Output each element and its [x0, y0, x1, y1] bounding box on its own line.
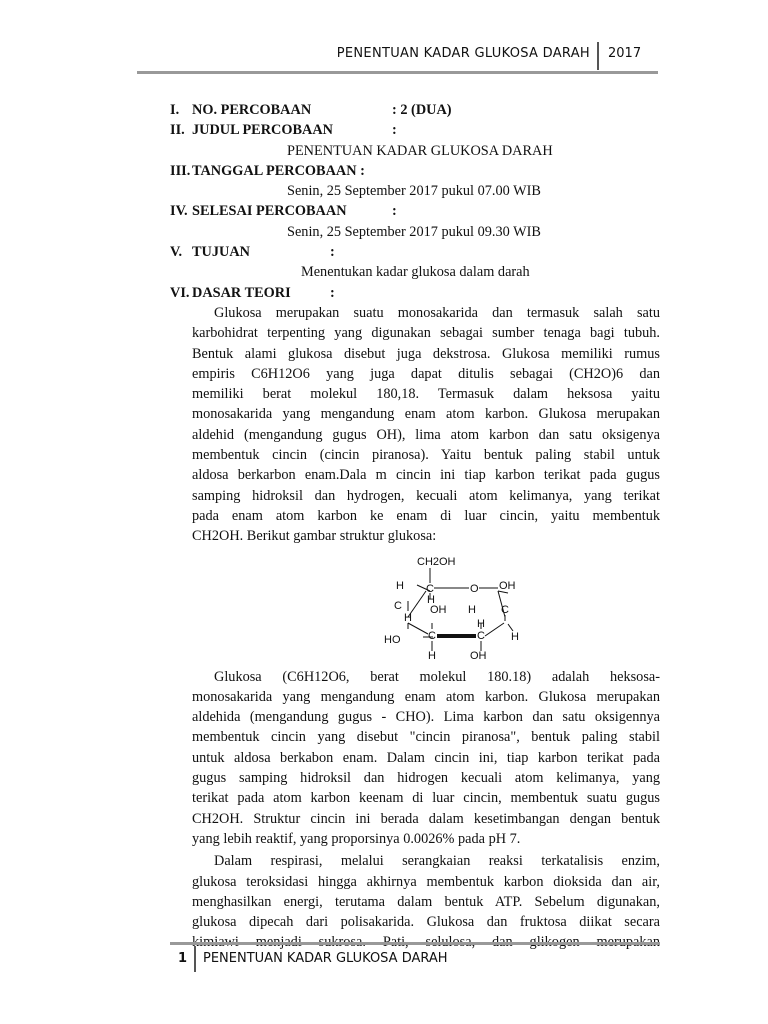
- footer-title: PENENTUAN KADAR GLUKOSA DARAH: [203, 951, 448, 966]
- oh-label: OH: [470, 649, 487, 661]
- page-footer: [170, 942, 660, 972]
- section-judul-percobaan: [170, 120, 660, 140]
- c-label: C: [477, 629, 485, 642]
- section-label: TANGGAL PERCOBAAN :: [192, 162, 365, 179]
- section-label: SELESAI PERCOBAAN: [192, 203, 347, 220]
- section-number: IV.: [170, 203, 188, 220]
- section-colon: :: [392, 122, 397, 139]
- text-line: yang lebih reaktif, yang proporsinya 0.0026% pada pH 7.: [192, 830, 521, 847]
- text-line: samping hidroksil dan hydrogen, kecuali atom kelimanya, yang terikat: [192, 487, 660, 504]
- ring-oxygen-label: O: [470, 582, 479, 595]
- section-dasar-teori: [170, 283, 660, 303]
- section-tanggal-percobaan: [170, 161, 660, 181]
- section-number: III.: [170, 162, 191, 179]
- text-line: CH2OH. Struktur cincin ini berada dalam kesetimbangan dengan bentuk: [192, 810, 660, 827]
- h-label: H: [477, 617, 485, 630]
- section-tujuan-value: Menentukan kadar glukosa dalam darah: [301, 264, 530, 281]
- section-tanggal-value: Senin, 25 September 2017 pukul 07.00 WIB: [287, 183, 541, 200]
- header-title: PENENTUAN KADAR GLUKOSA DARAH: [336, 46, 590, 61]
- text-line: aldehida (mengandung gugus - CHO). Lima karbon dan satu oksigennya: [192, 709, 660, 726]
- text-line: glukosa teroksidasi hingga akhirnya membentuk karbon dioksida dan air,: [192, 873, 660, 890]
- c-label: C: [501, 603, 509, 616]
- glucose-structure-svg: [370, 551, 530, 661]
- section-number: VI.: [170, 284, 190, 301]
- text-line: Bentuk alami glukosa disebut juga dekstrosa. Glukosa memiliki rumus: [192, 345, 660, 362]
- h-label: H: [511, 630, 519, 643]
- h-label: H: [468, 603, 476, 616]
- c-label: C: [394, 599, 402, 612]
- text-line: untuk aldosa berkabon enam. Dalam cincin ini, tiap karbon terikat pada: [192, 749, 660, 766]
- h-label: H: [404, 611, 412, 624]
- section-colon: :: [330, 284, 335, 301]
- text-line: membentuk cincin yang disebut "cincin piranosa", bentuk paling stabil: [192, 729, 660, 746]
- section-selesai-value: Senin, 25 September 2017 pukul 09.30 WIB: [287, 223, 541, 240]
- section-tujuan: [170, 242, 660, 262]
- text-line: glukosa dipecah dari polisakarida. Glukosa dan fruktosa diikat secara: [192, 914, 660, 931]
- page-number: 1: [178, 951, 188, 966]
- header-rule: [137, 71, 658, 74]
- ch2oh-label: CH2OH: [417, 555, 456, 568]
- page-header: [137, 40, 658, 74]
- section-number: V.: [170, 244, 183, 261]
- document-body: [170, 100, 660, 953]
- text-line: aldehid (mengandung gugus OH), lima atom karbon dan satu oksigenya: [192, 426, 660, 443]
- glucose-structure-diagram: [370, 551, 530, 661]
- paragraph-2: [170, 667, 660, 850]
- h-label: H: [428, 649, 436, 661]
- section-value: : 2 (DUA): [392, 102, 452, 118]
- c-label: C: [428, 629, 436, 642]
- section-label: DASAR TEORI: [192, 284, 291, 301]
- text-line: membentuk cincin (cincin piranosa). Yaitu bentuk paling stabil untuk: [192, 447, 660, 464]
- text-line: monosakarida yang mengandung enam atom karbon. Glukosa merupakan: [192, 688, 660, 705]
- footer-rule: [170, 942, 660, 945]
- section-judul-value: PENENTUAN KADAR GLUKOSA DARAH: [287, 142, 553, 159]
- c-label: C: [426, 582, 434, 595]
- text-line: empiris C6H12O6 yang juga dapat ditulis sebagai (CH2O)6 dan: [192, 365, 660, 382]
- h-label: H: [396, 579, 404, 592]
- section-label: NO. PERCOBAAN: [192, 102, 312, 118]
- text-line: aldosa berkarbon enam.Dala m cincin ini tiap karbon terikat pada gugus: [192, 467, 660, 484]
- section-selesai-percobaan: [170, 201, 660, 221]
- h-label: H: [427, 593, 435, 606]
- section-label: JUDUL PERCOBAAN: [192, 122, 333, 139]
- text-line: terikat pada atom karbon keenam di luar cincin, membentuk suatu gugus: [192, 790, 660, 807]
- section-number: II.: [170, 122, 185, 139]
- oh-label: OH: [499, 579, 516, 592]
- text-line: Glukosa (C6H12O6, berat molekul 180.18) adalah heksosa-: [214, 668, 660, 685]
- ho-label: HO: [384, 633, 401, 646]
- text-line: CH2OH. Berikut gambar struktur glukosa:: [192, 528, 437, 545]
- text-line: monosakarida yang mengandung enam atom karbon. Glukosa merupakan: [192, 406, 660, 423]
- header-year: 2017: [608, 46, 642, 61]
- paragraph-1: [170, 303, 660, 547]
- oh-label: OH: [430, 603, 447, 616]
- footer-separator: [194, 946, 196, 972]
- header-separator: [597, 42, 599, 70]
- section-no-percobaan: [170, 100, 660, 120]
- text-line: gugus samping hidroksil dan hidrogen kecuali atom kelimanya, yang: [192, 770, 660, 787]
- section-colon: :: [392, 203, 397, 220]
- section-label: TUJUAN: [192, 244, 250, 261]
- text-line: Glukosa merupakan suatu monosakarida dan termasuk salah satu: [214, 304, 660, 321]
- section-number: I.: [170, 102, 180, 118]
- text-line: memiliki berat molekul 180,18. Termasuk dalam heksosa yaitu: [192, 386, 660, 403]
- text-line: pada enam atom karbon ke enam di luar cincin, yaitu membentuk: [192, 507, 660, 524]
- text-line: menghasilkan energi, terutama dalam bentuk ATP. Sebelum digunakan,: [192, 893, 660, 910]
- paragraph-3: [170, 851, 660, 952]
- text-line: Dalam respirasi, melalui serangkaian reaksi terkatalisis enzim,: [214, 853, 660, 870]
- section-colon: :: [330, 244, 335, 261]
- text-line: karbohidrat terpenting yang digunakan sebagai sumber tenaga bagi tubuh.: [192, 325, 660, 342]
